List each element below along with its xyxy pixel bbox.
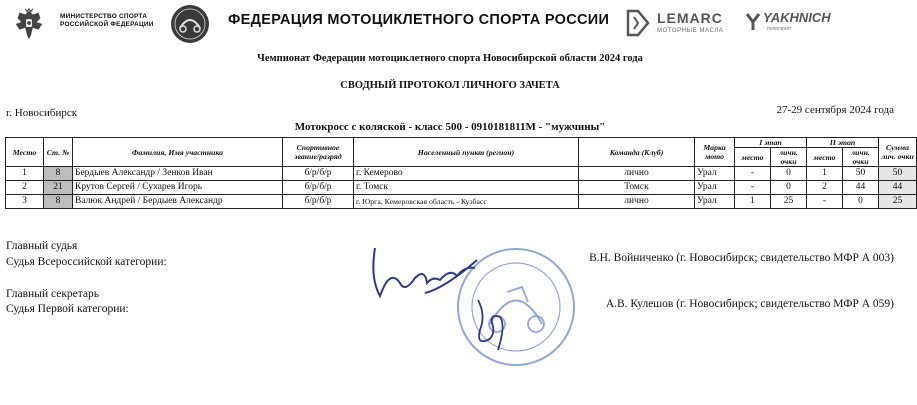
cell-s2-place: 2: [807, 181, 843, 195]
cell-place: 2: [6, 181, 44, 195]
cell-locality: г. Юрга, Кемеровская область - Кузбасс: [354, 195, 579, 209]
table-row: [6, 195, 917, 209]
yakhnich-mark-icon: [745, 12, 761, 32]
header-stage1-place: место: [735, 148, 771, 167]
cell-brand: Урал: [695, 167, 735, 181]
russian-emblem-icon: [10, 5, 48, 43]
cell-s2-points: 44: [843, 181, 879, 195]
cell-s2-place: -: [807, 195, 843, 209]
cell-start-no: 8: [44, 167, 73, 181]
cell-s2-points: 50: [843, 167, 879, 181]
cell-total: 44: [879, 181, 917, 195]
cell-total: 25: [879, 195, 917, 209]
cell-s1-place: -: [735, 167, 771, 181]
header-stage2-points: личн. очки: [843, 148, 879, 167]
lemarc-logo: [625, 8, 733, 40]
cell-rank: б/р/б/р: [283, 181, 354, 195]
header-stage2-place: место: [807, 148, 843, 167]
cell-place: 1: [6, 167, 44, 181]
cell-s1-points: 25: [771, 195, 807, 209]
cell-team: Томск: [579, 181, 695, 195]
secretary-title: Главный секретарь: [6, 288, 100, 300]
cell-locality: г. Томск: [354, 181, 579, 195]
page-header: [0, 0, 900, 48]
cell-team: лично: [579, 195, 695, 209]
yakhnich-name: YAKHNICH: [763, 10, 831, 25]
ministry-name: МИНИСТЕРСТВО СПОРТА РОССИЙСКОЙ ФЕДЕРАЦИИ: [60, 13, 154, 28]
cell-total: 50: [879, 167, 917, 181]
secretary-name: А.В. Кулешов (г. Новосибирск; свидетельство МФР А 059): [605, 298, 894, 310]
protocol-title: СВОДНЫЙ ПРОТОКОЛ ЛИЧНОГО ЗАЧЕТА: [340, 80, 560, 91]
table-header-row: [6, 138, 917, 148]
cell-brand: Урал: [695, 181, 735, 195]
cell-s1-place: 1: [735, 195, 771, 209]
header-locality: Населенный пункт (регион): [354, 138, 579, 167]
judge-name: В.Н. Войниченко (г. Новосибирск; свидетельство МФР А 003): [589, 252, 894, 264]
yakhnich-logo: [745, 10, 840, 40]
header-stage2: II этап: [807, 138, 879, 148]
results-table: [5, 137, 917, 209]
judge-title: Главный судья: [6, 240, 78, 252]
cell-name: Валюк Андрей / Бердыев Александр: [73, 195, 283, 209]
cell-brand: Урал: [695, 195, 735, 209]
event-dates: 27-29 сентября 2024 года: [776, 104, 894, 116]
header-rank: Спортивное звание/разряд: [283, 138, 354, 167]
cell-start-no: 21: [44, 181, 73, 195]
cell-s1-place: -: [735, 181, 771, 195]
cell-name: Крутов Сергей / Сухарев Игорь: [73, 181, 283, 195]
header-team: Команда (Клуб): [579, 138, 695, 167]
cell-locality: г. Кемерово: [354, 167, 579, 181]
cell-name: Бердыев Александр / Зенков Иван: [73, 167, 283, 181]
fmsr-logo-icon: [170, 4, 210, 44]
header-start-no: Ст. №: [44, 138, 73, 167]
class-title: Мотокросс с коляской - класс 500 - 0910181811М - "мужчины": [294, 121, 606, 133]
header-place: Место: [6, 138, 44, 167]
header-brand: Марка мото: [695, 138, 735, 167]
event-city: г. Новосибирск: [6, 107, 78, 119]
cell-s1-points: 0: [771, 167, 807, 181]
cell-rank: б/р/б/р: [283, 195, 354, 209]
judge-category: Судья Всероссийской категории:: [6, 256, 167, 268]
federation-title: ФЕДЕРАЦИЯ МОТОЦИКЛЕТНОГО СПОРТА РОССИИ: [228, 12, 610, 28]
header-total: Сумма лич. очки: [879, 138, 917, 167]
header-name: Фамилия, Имя участника: [73, 138, 283, 167]
cell-s1-points: 0: [771, 181, 807, 195]
secretary-category: Судья Первой категории:: [6, 303, 129, 315]
table-row: [6, 181, 917, 195]
cell-start-no: 8: [44, 195, 73, 209]
cell-rank: б/р/б/р: [283, 167, 354, 181]
championship-title: Чемпионат Федерации мотоциклетного спорта Новосибирской области 2024 года: [257, 53, 643, 64]
yakhnich-subtitle: motorsport: [767, 26, 791, 32]
secretary-signature-icon: [466, 295, 516, 355]
header-stage1: I этап: [735, 138, 807, 148]
cell-team: лично: [579, 167, 695, 181]
cell-s2-points: 0: [843, 195, 879, 209]
header-stage1-points: личн. очки: [771, 148, 807, 167]
cell-place: 3: [6, 195, 44, 209]
lemarc-name: LEMARC: [657, 10, 723, 26]
lemarc-subtitle: МОТОРНЫЕ МАСЛА: [657, 28, 724, 34]
table-row: [6, 167, 917, 181]
lemarc-mark-icon: [625, 8, 651, 38]
cell-s2-place: 1: [807, 167, 843, 181]
